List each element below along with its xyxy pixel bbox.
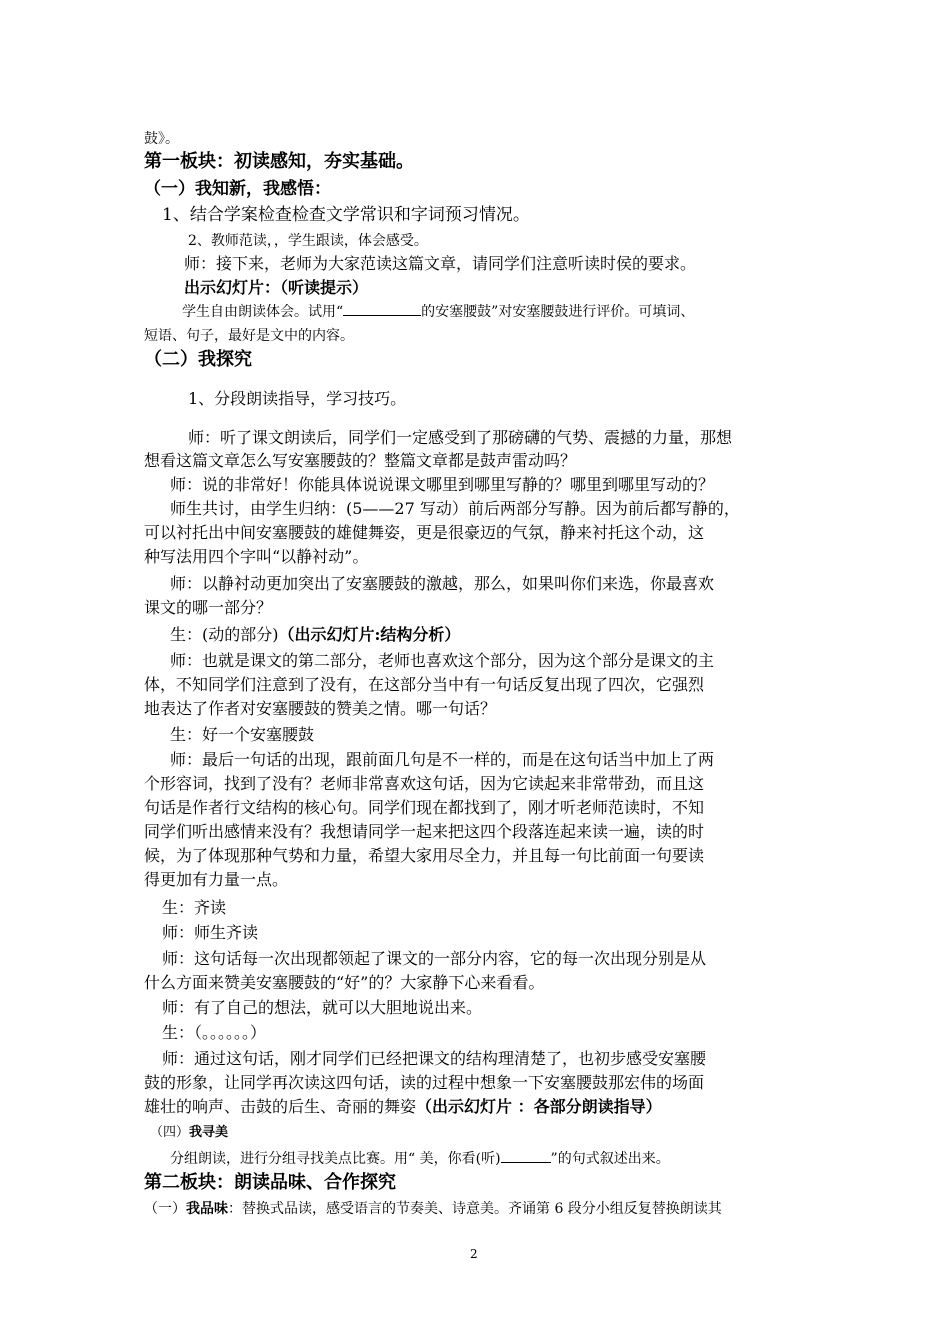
text-line bbox=[182, 301, 694, 323]
text-line: 可以衬托出中间安塞腰鼓的雄健舞姿，更是很豪迈的气氛，静来衬托这个动，这 bbox=[144, 523, 705, 542]
text-line: 师生共讨，由学生归纳：(5——27 写动）前后两部分写静。因为前后都写静的， bbox=[170, 499, 740, 518]
text-segment: 分组朗读，进行分组寻找美点比赛。用“ 美，你看(听) bbox=[170, 1151, 501, 1167]
text-line: 1、分段朗读指导，学习技巧。 bbox=[188, 389, 407, 408]
subsection-heading: 我品味 bbox=[186, 1201, 228, 1217]
slide-note: （出示幻灯片:结构分析） bbox=[278, 625, 461, 644]
text-line: 师：最后一句话的出现，跟前面几句是不一样的，而是在这句话当中加上了两 bbox=[170, 750, 715, 769]
subsection-heading: （一）我知新，我感悟： bbox=[144, 179, 331, 199]
text-line: 短语、句子，最好是文中的内容。 bbox=[144, 328, 354, 344]
text-line: 课文的哪一部分？ bbox=[144, 598, 273, 617]
text-line: 鼓的形象，让同学再次读这四句话，读的过程中想象一下安塞腰鼓那宏伟的场面 bbox=[144, 1073, 705, 1092]
slide-note: 出示幻灯片：（听读提示） bbox=[184, 278, 369, 297]
text-line: 什么方面来赞美安塞腰鼓的“好”的？大家静下心来看看。 bbox=[144, 973, 545, 992]
text-segment: ”的句式叙述出来。 bbox=[550, 1151, 670, 1167]
text-line: 师：通过这句话，刚才同学们已经把课文的结构理清楚了，也初步感受安塞腰 bbox=[162, 1049, 707, 1068]
fill-blank bbox=[501, 1150, 551, 1163]
text-segment: （四） bbox=[150, 1125, 190, 1140]
section-heading: 第一板块：初读感知，夯实基础。 bbox=[144, 151, 414, 172]
text-line: 体，不知同学们注意到了没有，在这部分当中有一句话反复出现了四次，它强烈 bbox=[144, 675, 705, 694]
text-line: 师：听了课文朗读后，同学们一定感受到了那磅礴的气势、震撼的力量，那想 bbox=[188, 428, 733, 447]
text-line: 生：好一个安塞腰鼓 bbox=[170, 725, 315, 744]
text-line: 师：说的非常好！你能具体说说课文哪里到哪里写静的？哪里到哪里写动的？ bbox=[170, 475, 715, 494]
text-line: 鼓》。 bbox=[144, 131, 179, 147]
text-line: 师：以静衬动更加突出了安塞腰鼓的激越，那么，如果叫你们来选，你最喜欢 bbox=[170, 574, 715, 593]
text-segment: 雄壮的响声、击鼓的后生、奇丽的舞姿 bbox=[144, 1097, 417, 1116]
text-line: 师：也就是课文的第二部分，老师也喜欢这个部分，因为这个部分是课文的主 bbox=[170, 651, 715, 670]
page-number: 2 bbox=[470, 1247, 478, 1261]
text-line: 候，为了体现那种气势和力量，希望大家用尽全力，并且每一句比前面一句要读 bbox=[144, 846, 705, 865]
text-line: 种写法用四个字叫“以静衬动”。 bbox=[144, 547, 369, 566]
text-line: 想看这篇文章怎么写安塞腰鼓的？整篇文章都是鼓声雷动吗？ bbox=[144, 451, 577, 470]
text-line: 生：（。。。。。。） bbox=[162, 1023, 267, 1042]
text-line bbox=[170, 624, 460, 646]
text-line: 生：齐读 bbox=[162, 898, 227, 917]
text-segment: 的安塞腰鼓”对安塞腰鼓进行评价。可填词、 bbox=[421, 304, 695, 320]
text-line bbox=[150, 1122, 228, 1144]
text-line: 师：有了自己的想法，就可以大胆地说出来。 bbox=[162, 998, 483, 1017]
subsection-heading: 我寻美 bbox=[189, 1125, 229, 1140]
text-line bbox=[144, 1198, 722, 1220]
text-line: 师：这句话每一次出现都领起了课文的一部分内容，它的每一次出现分别是从 bbox=[162, 949, 707, 968]
text-line bbox=[144, 1096, 662, 1118]
text-segment: ：替换式品读，感受语言的节奏美、诗意美。齐诵第 6 段分小组反复替换朗读其 bbox=[228, 1201, 722, 1217]
text-line: 1、结合学案检查检查文学常识和字词预习情况。 bbox=[162, 205, 530, 225]
text-line: 个形容词，找到了没有？老师非常喜欢这句话，因为它读起来非常带劲，而且这 bbox=[144, 774, 705, 793]
fill-blank bbox=[343, 301, 421, 316]
text-line: 同学们听出感情来没有？我想请同学一起来把这四个段落连起来读一遍，读的时 bbox=[144, 822, 705, 841]
text-line: 地表达了作者对安塞腰鼓的赞美之情。哪一句话？ bbox=[144, 699, 497, 718]
text-segment: 生：(动的部分) bbox=[170, 625, 279, 644]
text-segment: （一） bbox=[144, 1201, 186, 1217]
text-segment: 学生自由朗读体会。试用“ bbox=[182, 304, 344, 320]
text-line: 2、教师范读，，学生跟读，体会感受。 bbox=[188, 233, 428, 249]
text-line: 师：接下来，老师为大家范读这篇文章，请同学们注意听读时侯的要求。 bbox=[184, 254, 697, 273]
subsection-heading: （二）我探究 bbox=[144, 349, 252, 370]
text-line: 句话是作者行文结构的核心句。同学们现在都找到了，刚才听老师范读时，不知 bbox=[144, 798, 705, 817]
section-heading: 第二板块：朗读品味、合作探究 bbox=[144, 1172, 396, 1193]
text-line: 得更加有力量一点。 bbox=[144, 870, 289, 889]
slide-note: （出示幻灯片 ：各部分朗读指导） bbox=[416, 1097, 662, 1116]
text-line bbox=[170, 1148, 670, 1170]
text-line: 师：师生齐读 bbox=[162, 923, 259, 942]
